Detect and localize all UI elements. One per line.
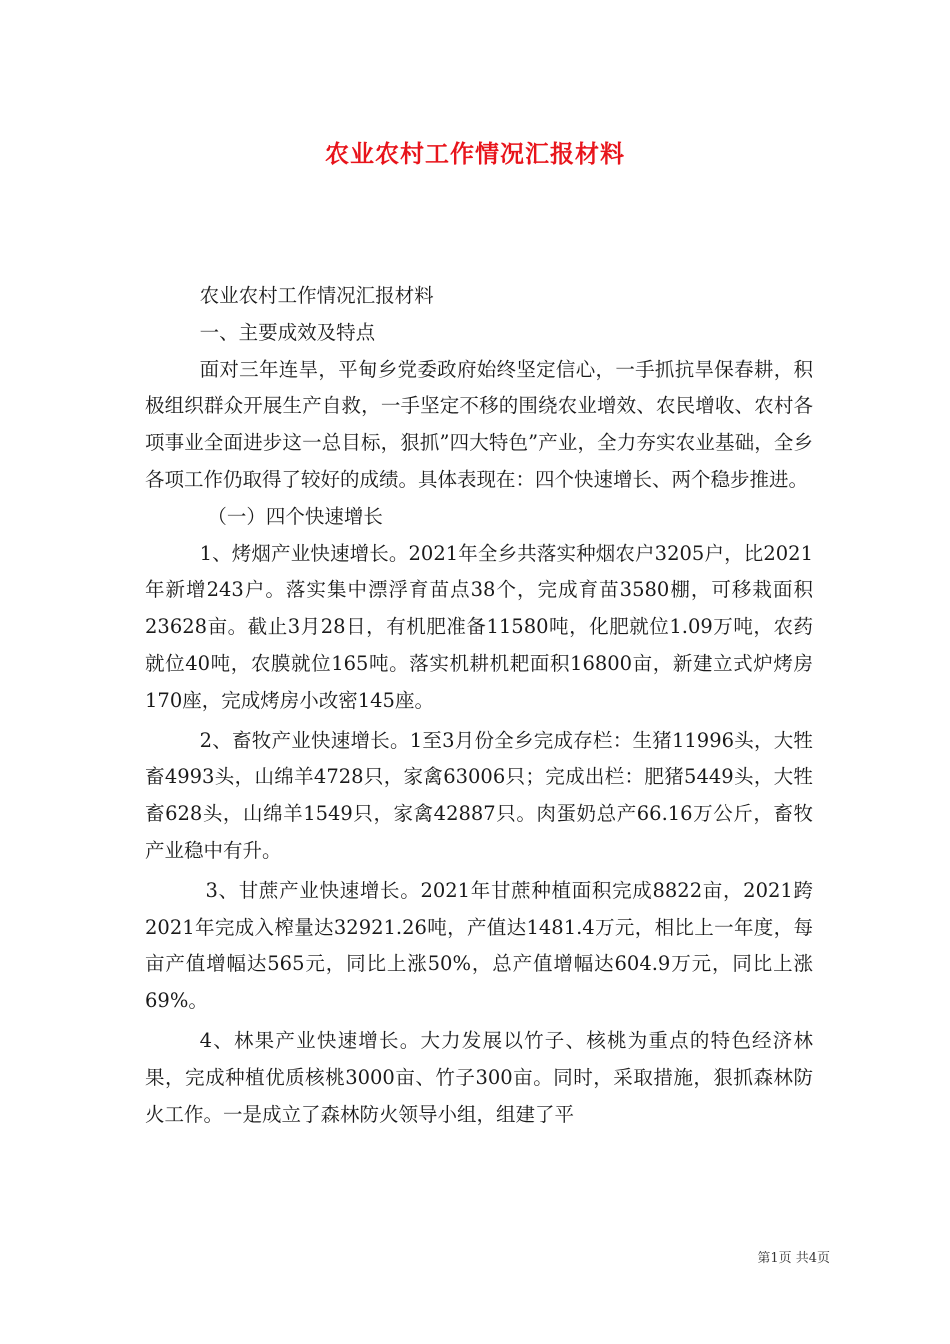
paragraph: 3、甘蔗产业快速增长。2021年甘蔗种植面积完成8822亩，2021跨2021年完成入榨量达32921.26吨，产值达1481.4万元，相比上一年度，每亩产值增幅达565元，同比上涨50%，总产值增幅达604.9万元，同比上涨69%。: [145, 878, 813, 1013]
paragraph: 1、烤烟产业快速增长。2021年全乡共落实种烟农户3205户，比2021年新增243户。落实集中漂浮育苗点38个，完成育苗3580棚，可移栽面积23628亩。截止3月28日，有机肥准备11580吨，化肥就位1.09万吨，农药就位40吨，农膜就位165吨。落实机耕机耙面积16800亩，新建立式炉烤房170座，完成烤房小改密145座。: [145, 541, 813, 712]
paragraph: 2、畜牧产业快速增长。1至3月份全乡完成存栏：生猪11996头，大牲畜4993头，山绵羊4728只，家禽63006只；完成出栏：肥猪5449头，大牲畜628头，山绵羊1549只，家禽42887只。肉蛋奶总产66.16万公斤，畜牧产业稳中有升。: [145, 728, 813, 862]
section-heading: 一、主要成效及特点: [199, 320, 376, 344]
paragraph: 4、林果产业快速增长。大力发展以竹子、核桃为重点的特色经济林果，完成种植优质核桃3000亩、竹子300亩。同时，采取措施，狠抓森林防火工作。一是成立了森林防火领导小组，组建了平: [145, 1028, 813, 1126]
page-title: 农业农村工作情况汇报材料: [325, 139, 625, 168]
document-body: [145, 278, 813, 1133]
paragraph: 面对三年连旱，平甸乡党委政府始终坚定信心，一手抓抗旱保春耕，积极组织群众开展生产自救，一手坚定不移的围绕农业增效、农民增收、农村各项事业全面进步这一总目标，狠抓”四大特色”产业，全力夯实农业基础，全乡各项工作仍取得了较好的成绩。具体表现在：四个快速增长、两个稳步推进。: [145, 357, 813, 491]
page-number: 第1页 共4页: [757, 1251, 830, 1266]
subsection-heading: （一）四个快速增长: [207, 504, 383, 528]
body-heading: 农业农村工作情况汇报材料: [199, 284, 434, 307]
